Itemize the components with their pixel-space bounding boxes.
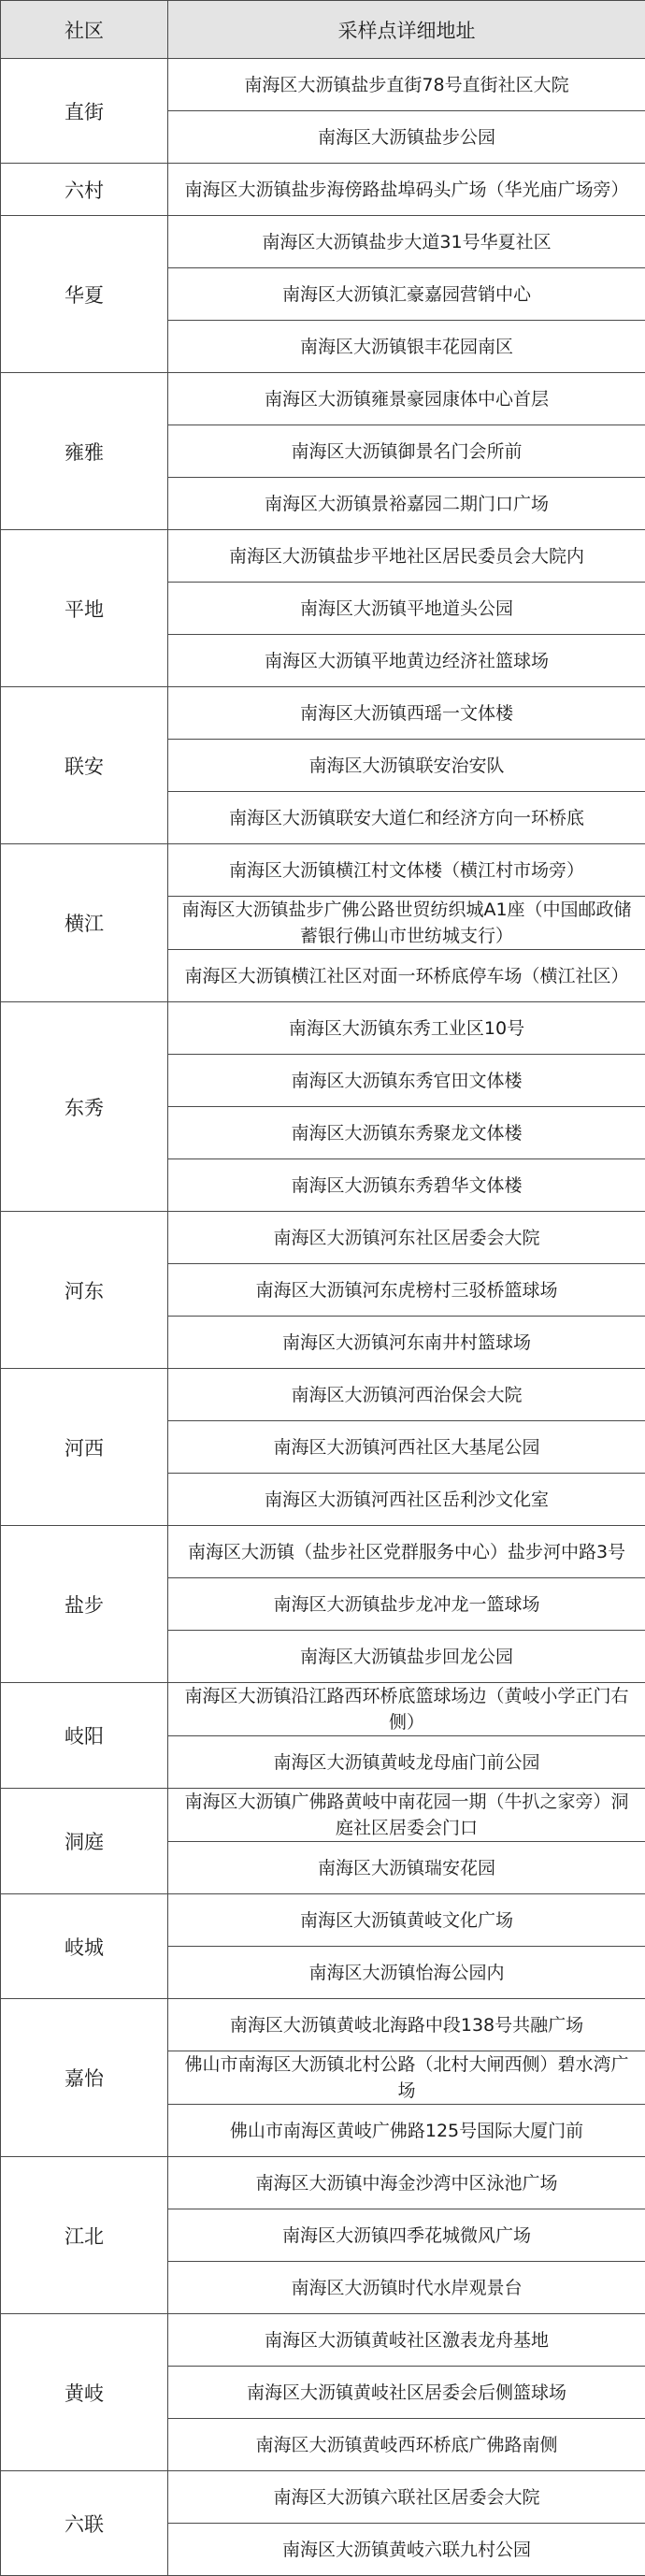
community-column-header: 社区 <box>1 1 168 59</box>
table-row <box>1 530 645 583</box>
address-cell: 南海区大沥镇河西社区大基尾公园 <box>168 1421 645 1474</box>
community-cell: 黄岐 <box>1 2314 168 2471</box>
table-row <box>1 1369 645 1421</box>
address-cell: 南海区大沥镇（盐步社区党群服务中心）盐步河中路3号 <box>168 1526 645 1578</box>
community-cell: 雍雅 <box>1 373 168 530</box>
address-cell: 南海区大沥镇平地道头公园 <box>168 583 645 635</box>
address-cell: 南海区大沥镇黄岐文化广场 <box>168 1894 645 1947</box>
address-cell: 佛山市南海区黄岐广佛路125号国际大厦门前 <box>168 2105 645 2157</box>
address-cell: 南海区大沥镇河东社区居委会大院 <box>168 1212 645 1264</box>
table-row <box>1 1894 645 1947</box>
address-cell: 南海区大沥镇盐步广佛公路世贸纺织城A1座（中国邮政储蓄银行佛山市世纺城支行） <box>168 897 645 950</box>
address-cell: 南海区大沥镇东秀官田文体楼 <box>168 1055 645 1107</box>
address-cell: 南海区大沥镇汇豪嘉园营销中心 <box>168 268 645 321</box>
address-cell: 南海区大沥镇时代水岸观景台 <box>168 2262 645 2314</box>
community-cell: 嘉怡 <box>1 1999 168 2157</box>
community-cell: 江北 <box>1 2157 168 2314</box>
address-cell: 南海区大沥镇东秀工业区10号 <box>168 1002 645 1055</box>
community-cell: 河西 <box>1 1369 168 1526</box>
address-cell: 南海区大沥镇盐步公园 <box>168 111 645 164</box>
table-row <box>1 1789 645 1842</box>
address-cell: 南海区大沥镇黄岐西环桥底广佛路南侧 <box>168 2419 645 2471</box>
table-row <box>1 2314 645 2367</box>
table-row <box>1 1683 645 1736</box>
address-cell: 佛山市南海区大沥镇北村公路（北村大闸西侧）碧水湾广场 <box>168 2051 645 2105</box>
table-row <box>1 1999 645 2051</box>
table-row <box>1 216 645 268</box>
community-cell: 横江 <box>1 844 168 1002</box>
address-cell: 南海区大沥镇河西社区岳利沙文化室 <box>168 1474 645 1526</box>
address-cell: 南海区大沥镇黄岐社区居委会后侧篮球场 <box>168 2367 645 2419</box>
address-cell: 南海区大沥镇盐步海傍路盐埠码头广场（华光庙广场旁） <box>168 164 645 216</box>
address-cell: 南海区大沥镇怡海公园内 <box>168 1947 645 1999</box>
community-cell: 平地 <box>1 530 168 687</box>
address-cell: 南海区大沥镇黄岐龙母庙门前公园 <box>168 1736 645 1789</box>
table-row <box>1 1526 645 1578</box>
table-row <box>1 2471 645 2524</box>
address-cell: 南海区大沥镇河东南井村篮球场 <box>168 1317 645 1369</box>
community-cell: 岐阳 <box>1 1683 168 1789</box>
address-cell: 南海区大沥镇黄岐社区激表龙舟基地 <box>168 2314 645 2367</box>
address-cell: 南海区大沥镇东秀碧华文体楼 <box>168 1159 645 1212</box>
table-row <box>1 164 645 216</box>
address-cell: 南海区大沥镇联安治安队 <box>168 740 645 792</box>
header-row <box>1 1 645 59</box>
community-cell: 六联 <box>1 2471 168 2576</box>
table-row <box>1 1002 645 1055</box>
address-cell: 南海区大沥镇盐步大道31号华夏社区 <box>168 216 645 268</box>
community-cell: 六村 <box>1 164 168 216</box>
community-cell: 华夏 <box>1 216 168 373</box>
address-cell: 南海区大沥镇横江社区对面一环桥底停车场（横江社区） <box>168 950 645 1002</box>
address-cell: 南海区大沥镇盐步回龙公园 <box>168 1631 645 1683</box>
address-cell: 南海区大沥镇中海金沙湾中区泳池广场 <box>168 2157 645 2209</box>
address-cell: 南海区大沥镇河东虎榜村三驳桥篮球场 <box>168 1264 645 1317</box>
address-cell: 南海区大沥镇盐步直街78号直街社区大院 <box>168 59 645 111</box>
table-row <box>1 373 645 425</box>
address-cell: 南海区大沥镇银丰花园南区 <box>168 321 645 373</box>
table-row <box>1 2157 645 2209</box>
community-cell: 河东 <box>1 1212 168 1369</box>
address-cell: 南海区大沥镇黄岐北海路中段138号共融广场 <box>168 1999 645 2051</box>
table-row <box>1 687 645 740</box>
community-cell: 盐步 <box>1 1526 168 1683</box>
address-cell: 南海区大沥镇横江村文体楼（横江村市场旁） <box>168 844 645 897</box>
address-cell: 南海区大沥镇御景名门会所前 <box>168 425 645 478</box>
address-cell: 南海区大沥镇盐步平地社区居民委员会大院内 <box>168 530 645 583</box>
community-cell: 岐城 <box>1 1894 168 1999</box>
community-cell: 东秀 <box>1 1002 168 1212</box>
address-cell: 南海区大沥镇瑞安花园 <box>168 1842 645 1894</box>
address-column-header: 采样点详细地址 <box>168 1 645 59</box>
address-cell: 南海区大沥镇东秀聚龙文体楼 <box>168 1107 645 1159</box>
address-cell: 南海区大沥镇盐步龙冲龙一篮球场 <box>168 1578 645 1631</box>
table-row <box>1 59 645 111</box>
address-cell: 南海区大沥镇平地黄边经济社篮球场 <box>168 635 645 687</box>
table-body <box>1 59 645 2576</box>
community-cell: 联安 <box>1 687 168 844</box>
address-cell: 南海区大沥镇黄岐六联九村公园 <box>168 2524 645 2576</box>
address-cell: 南海区大沥镇四季花城微风广场 <box>168 2209 645 2262</box>
address-cell: 南海区大沥镇景裕嘉园二期门口广场 <box>168 478 645 530</box>
address-cell: 南海区大沥镇广佛路黄岐中南花园一期（牛扒之家旁）洞庭社区居委会门口 <box>168 1789 645 1842</box>
address-cell: 南海区大沥镇西瑶一文体楼 <box>168 687 645 740</box>
community-cell: 直街 <box>1 59 168 164</box>
table-row <box>1 1212 645 1264</box>
address-cell: 南海区大沥镇联安大道仁和经济方向一环桥底 <box>168 792 645 844</box>
address-cell: 南海区大沥镇雍景豪园康体中心首层 <box>168 373 645 425</box>
address-cell: 南海区大沥镇河西治保会大院 <box>168 1369 645 1421</box>
table-row <box>1 844 645 897</box>
address-cell: 南海区大沥镇六联社区居委会大院 <box>168 2471 645 2524</box>
community-cell: 洞庭 <box>1 1789 168 1894</box>
address-cell: 南海区大沥镇沿江路西环桥底篮球场边（黄岐小学正门右侧） <box>168 1683 645 1736</box>
